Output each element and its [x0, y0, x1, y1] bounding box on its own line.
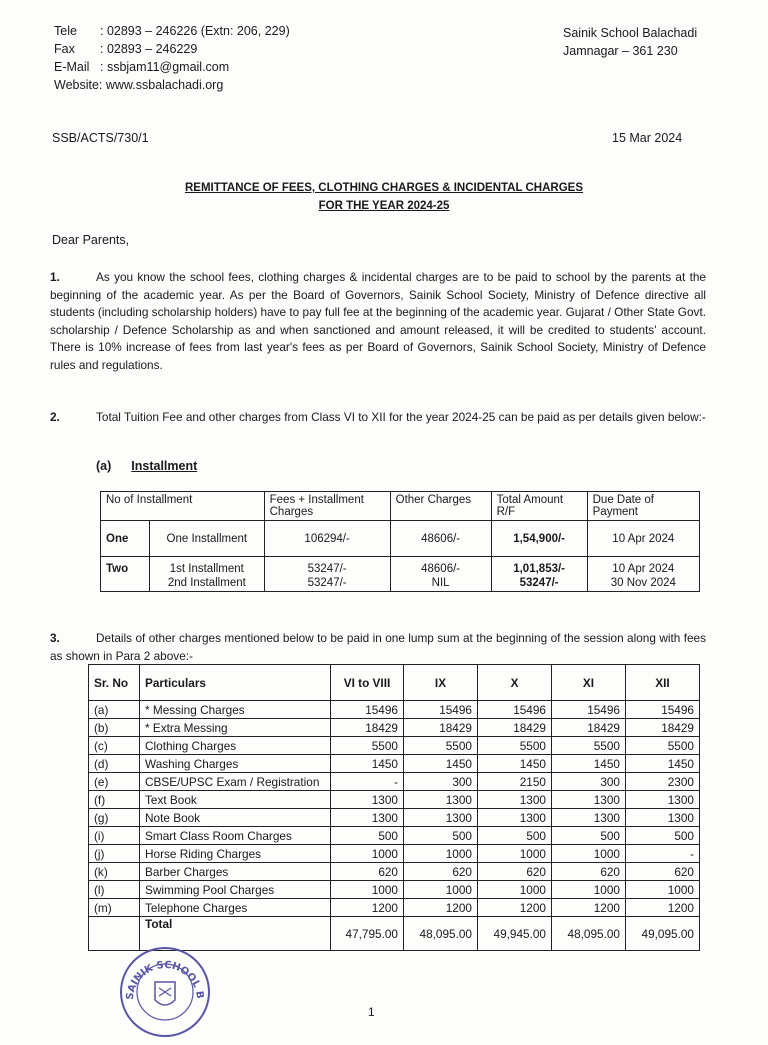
particulars-cell: Swimming Pool Charges — [140, 881, 331, 899]
amount-cell: 1000 — [331, 881, 404, 899]
particulars-cell: Washing Charges — [140, 755, 331, 773]
sr-no-cell: (k) — [89, 863, 140, 881]
amount-cell: 18429 — [478, 719, 552, 737]
amount-cell: 1200 — [626, 899, 700, 917]
amount-cell: 1450 — [331, 755, 404, 773]
due-cell: 10 Apr 2024 — [587, 557, 699, 578]
table-row — [89, 719, 700, 737]
sr-no-cell: (a) — [89, 701, 140, 719]
table-row — [89, 881, 700, 899]
amount-cell: 15496 — [404, 701, 478, 719]
fax-value: : 02893 – 246229 — [100, 42, 198, 56]
amount-cell: 1450 — [478, 755, 552, 773]
installment-table — [100, 491, 700, 592]
particulars-cell: Smart Class Room Charges — [140, 827, 331, 845]
charges-table — [88, 664, 700, 951]
header-cell: IX — [404, 665, 478, 701]
amount-cell: 1000 — [478, 845, 552, 863]
table-row — [89, 863, 700, 881]
table-row — [89, 845, 700, 863]
amount-cell: 1000 — [478, 881, 552, 899]
para1-number: 1. — [50, 270, 60, 284]
amount-cell: 15496 — [626, 701, 700, 719]
para3-number: 3. — [50, 631, 60, 645]
sub-a-title: Installment — [131, 459, 198, 473]
svg-text:SAINIK SCHOOL BALACHADI — [117, 944, 205, 1000]
header-cell: Due Date of Payment — [587, 492, 699, 521]
table-row — [89, 755, 700, 773]
particulars-cell: Horse Riding Charges — [140, 845, 331, 863]
amount-cell: 5500 — [552, 737, 626, 755]
particulars-cell: Text Book — [140, 791, 331, 809]
paragraph-2 — [50, 409, 706, 427]
particulars-cell: * Extra Messing — [140, 719, 331, 737]
total-cell: 1,54,900/- — [491, 521, 587, 557]
table-row — [89, 827, 700, 845]
amount-cell: 1000 — [404, 881, 478, 899]
school-seal — [117, 944, 213, 1040]
title-line1: REMITTANCE OF FEES, CLOTHING CHARGES & INCIDENTAL CHARGES — [184, 182, 584, 194]
fees-cell: 53247/- — [264, 557, 390, 578]
website: Website: www.ssbalachadi.org — [54, 78, 224, 92]
sr-no-cell: (e) — [89, 773, 140, 791]
amount-cell: 1300 — [404, 809, 478, 827]
amount-cell: 1450 — [404, 755, 478, 773]
charges-header-row — [89, 665, 700, 701]
total-cell: 53247/- — [491, 577, 587, 592]
para1-text: As you know the school fees, clothing charges & incidental charges are to be paid to school by the parents at the beginning of the academic year. As per the Board of Governors, Sainik School Society, Ministry of Defence directive all students (including scholarship holders) have to pay full fee at the beginning of the academic year. Gujarat / Other State Govt. scholarship / Defence Scholarship as and when sanctioned and amount released, it will be credited to students' account. There is 10% increase of fees from last year's fees as per Board of Governors, Sainik School Society, Ministry of Defence rules and regulations. — [50, 270, 706, 372]
amount-cell: - — [331, 773, 404, 791]
amount-cell: 1300 — [331, 809, 404, 827]
sr-no-cell: (f) — [89, 791, 140, 809]
amount-cell: 18429 — [626, 719, 700, 737]
amount-cell: 1300 — [552, 791, 626, 809]
address-line2: Jamnagar – 361 230 — [563, 44, 678, 58]
amount-cell: 1300 — [626, 791, 700, 809]
sr-no-cell: (l) — [89, 881, 140, 899]
amount-cell: 620 — [404, 863, 478, 881]
amount-cell: 620 — [478, 863, 552, 881]
page-number: 1 — [368, 1005, 375, 1019]
title-line2: FOR THE YEAR 2024-25 — [318, 200, 450, 212]
amount-cell: 620 — [626, 863, 700, 881]
total-value: 49,945.00 — [478, 917, 552, 951]
amount-cell: 620 — [331, 863, 404, 881]
tele-value: : 02893 – 246226 (Extn: 206, 229) — [100, 24, 290, 38]
particulars-cell: Note Book — [140, 809, 331, 827]
header-cell: XII — [626, 665, 700, 701]
fees-cell: 53247/- — [264, 577, 390, 592]
amount-cell: 300 — [552, 773, 626, 791]
amount-cell: 5500 — [626, 737, 700, 755]
amount-cell: 5500 — [331, 737, 404, 755]
subheading-a — [96, 459, 197, 473]
installment-row — [101, 521, 700, 557]
due-cell: 10 Apr 2024 — [587, 521, 699, 557]
total-label: Total — [140, 917, 331, 951]
particulars-cell: CBSE/UPSC Exam / Registration — [140, 773, 331, 791]
amount-cell: 1300 — [552, 809, 626, 827]
amount-cell: 1300 — [626, 809, 700, 827]
sr-no-cell: (b) — [89, 719, 140, 737]
sr-no-cell: (d) — [89, 755, 140, 773]
amount-cell: 1300 — [478, 809, 552, 827]
installment-header-row — [101, 492, 700, 521]
contact-block — [54, 22, 290, 94]
amount-cell: 1450 — [626, 755, 700, 773]
total-cell: 1,01,853/- — [491, 557, 587, 578]
installment-name: 1st Installment — [150, 557, 265, 578]
header-cell: Sr. No — [89, 665, 140, 701]
email-label: E-Mail — [54, 60, 90, 74]
fax-label: Fax — [54, 42, 75, 56]
total-value: 47,795.00 — [331, 917, 404, 951]
table-row — [89, 899, 700, 917]
installment-row — [101, 577, 700, 592]
amount-cell: 1300 — [331, 791, 404, 809]
amount-cell: 500 — [478, 827, 552, 845]
particulars-cell: Clothing Charges — [140, 737, 331, 755]
reference-number: SSB/ACTS/730/1 — [52, 131, 149, 145]
sr-no-cell: (j) — [89, 845, 140, 863]
header-cell: Total Amount R/F — [491, 492, 587, 521]
due-cell: 30 Nov 2024 — [587, 577, 699, 592]
amount-cell: 1450 — [552, 755, 626, 773]
sr-no-cell: (m) — [89, 899, 140, 917]
amount-cell: 1200 — [552, 899, 626, 917]
amount-cell: 5500 — [478, 737, 552, 755]
para2-text: Total Tuition Fee and other charges from Class VI to XII for the year 2024-25 can be paid as per details given below:- — [96, 410, 706, 424]
header-cell: Particulars — [140, 665, 331, 701]
sr-no-cell: (i) — [89, 827, 140, 845]
amount-cell: 18429 — [404, 719, 478, 737]
amount-cell: 1000 — [552, 881, 626, 899]
amount-cell: 1000 — [626, 881, 700, 899]
letter-date: 15 Mar 2024 — [612, 131, 683, 145]
para2-number: 2. — [50, 410, 60, 424]
header-cell: X — [478, 665, 552, 701]
amount-cell: 5500 — [404, 737, 478, 755]
group-cell: One — [101, 521, 150, 557]
total-value: 48,095.00 — [552, 917, 626, 951]
fees-cell: 106294/- — [264, 521, 390, 557]
amount-cell: 1200 — [478, 899, 552, 917]
group-cell: Two — [101, 557, 150, 592]
particulars-cell: * Messing Charges — [140, 701, 331, 719]
amount-cell: 2300 — [626, 773, 700, 791]
table-row — [89, 791, 700, 809]
salutation: Dear Parents, — [52, 233, 130, 247]
header-cell: XI — [552, 665, 626, 701]
para3-text: Details of other charges mentioned below to be paid in one lump sum at the beginning of the session along with fees as shown in Para 2 above:- — [50, 631, 706, 663]
amount-cell: 500 — [626, 827, 700, 845]
email-value: : ssbjam11@gmail.com — [100, 60, 230, 74]
header-cell: VI to VIII — [331, 665, 404, 701]
amount-cell: 1000 — [331, 845, 404, 863]
installment-name: 2nd Installment — [150, 577, 265, 592]
particulars-cell: Barber Charges — [140, 863, 331, 881]
sr-no-cell: (c) — [89, 737, 140, 755]
other-cell: 48606/- — [390, 557, 491, 578]
amount-cell: 1000 — [552, 845, 626, 863]
seal-text: SAINIK SCHOOL B — [124, 959, 206, 1001]
header-cell: No of Installment — [101, 492, 265, 521]
amount-cell: 500 — [331, 827, 404, 845]
installment-name: One Installment — [150, 521, 265, 557]
header-cell: Fees + Installment Charges — [264, 492, 390, 521]
total-value: 48,095.00 — [404, 917, 478, 951]
installment-row — [101, 557, 700, 578]
address-line1: Sainik School Balachadi — [563, 26, 698, 40]
amount-cell: 1000 — [404, 845, 478, 863]
header-cell: Other Charges — [390, 492, 491, 521]
seal-emblem-icon — [117, 944, 213, 1040]
other-cell: 48606/- — [390, 521, 491, 557]
school-address — [563, 24, 697, 60]
amount-cell: 18429 — [331, 719, 404, 737]
amount-cell: 1200 — [331, 899, 404, 917]
table-row — [89, 809, 700, 827]
paragraph-3 — [50, 630, 706, 665]
amount-cell: 15496 — [552, 701, 626, 719]
tele-label: Tele — [54, 24, 77, 38]
total-value: 49,095.00 — [626, 917, 700, 951]
other-cell: NIL — [390, 577, 491, 592]
table-row — [89, 701, 700, 719]
sr-no-cell: (g) — [89, 809, 140, 827]
amount-cell: 18429 — [552, 719, 626, 737]
amount-cell: 15496 — [478, 701, 552, 719]
sub-a-label: (a) — [96, 459, 112, 473]
amount-cell: 1300 — [478, 791, 552, 809]
amount-cell: 500 — [404, 827, 478, 845]
amount-cell: - — [626, 845, 700, 863]
amount-cell: 620 — [552, 863, 626, 881]
amount-cell: 500 — [552, 827, 626, 845]
amount-cell: 2150 — [478, 773, 552, 791]
amount-cell: 300 — [404, 773, 478, 791]
amount-cell: 1300 — [404, 791, 478, 809]
particulars-cell: Telephone Charges — [140, 899, 331, 917]
table-row — [89, 773, 700, 791]
table-row — [89, 737, 700, 755]
paragraph-1 — [50, 269, 706, 374]
charges-body — [89, 701, 700, 917]
amount-cell: 15496 — [331, 701, 404, 719]
amount-cell: 1200 — [404, 899, 478, 917]
